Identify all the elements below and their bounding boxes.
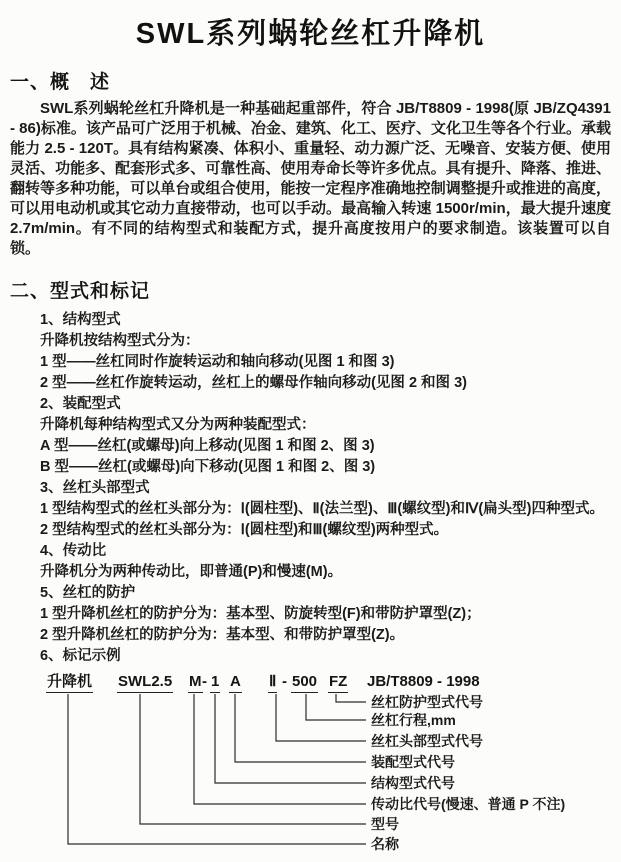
marking-label-travel: 丝杠行程,mm (371, 712, 456, 728)
list-item: 5、丝杠的防护 (40, 585, 136, 601)
list-item: 1 型升降机丝杠的防护分为：基本型、防旋转型(F)和带防护罩型(Z)； (40, 606, 481, 622)
list-item: 2、装配型式 (40, 396, 121, 412)
marking-label-structure: 结构型式代号 (371, 775, 455, 791)
marking-label-protection: 丝杠防护型式代号 (371, 694, 483, 710)
leader-line (235, 694, 366, 762)
list-item: 2 型——丝杠作旋转运动，丝杠上的螺母作轴向移动(见图 2 和图 3) (40, 375, 467, 391)
overview-paragraph: SWL系列蜗轮丝杠升降机是一种基础起重部件，符合 JB/T8809 - 1998(原 JB/ZQ4391 - 86)标准。该产品可广泛用于机械、冶金、建筑、化工、医疗、文化卫生等各个行业。承载能力 2.5 - 120T。具有结构紧凑、体积小、重量轻、动力源广泛、无噪音、安装方便、使用灵活、功能多、配套形式多、可靠性高、使用寿命长等许多优点。具有提升、降落、推进、翻转等多种功能，可以单台或组合使用，能按一定程序准确地控制调整提升或推进的高度，可以用电动机或其它动力直接带动，也可以手动。最高输入转速 1500r/min，最大提升速度 2.7m/min。有不同的结构型式和装配方式，提升高度按用户的要求制造。该装置可以自锁。 (10, 100, 611, 257)
marking-token-head: Ⅱ (268, 673, 277, 693)
marking-token-assembly: A (229, 673, 242, 693)
list-item: 4、传动比 (40, 543, 107, 559)
marking-token-protect: FZ (328, 673, 348, 693)
section-heading-types: 二、型式和标记 (10, 281, 151, 302)
list-item: 升降机按结构型式分为： (40, 333, 200, 349)
types-list (40, 310, 621, 667)
leader-line (276, 694, 366, 741)
list-item: 1、结构型式 (40, 312, 121, 328)
marking-label-head: 丝杠头部型式代号 (371, 733, 483, 749)
marking-token-hyphen2: - (282, 673, 287, 690)
list-item: 3、丝杠头部型式 (40, 480, 150, 496)
marking-token-name: 升降机 (46, 673, 93, 693)
list-item: 升降机分为两种传动比，即普通(P)和慢速(M)。 (40, 564, 343, 580)
leader-line (194, 694, 366, 804)
list-item: 升降机每种结构型式又分为两种装配型式： (40, 417, 316, 433)
list-item: 1 型结构型式的丝杠头部分为：Ⅰ(圆柱型)、Ⅱ(法兰型)、Ⅲ(螺纹型)和Ⅳ(扁头型)四种型式。 (40, 501, 605, 517)
marking-label-name: 名称 (371, 836, 399, 852)
leader-lines (0, 672, 621, 862)
list-item: 6、标记示例 (40, 648, 121, 664)
marking-token-travel: 500 (291, 673, 318, 693)
document-title: SWL系列蜗轮丝杠升降机 (135, 18, 486, 50)
marking-token-standard: JB/T8809 - 1998 (367, 673, 480, 690)
list-item: A 型——丝杠(或螺母)向上移动(见图 1 和图 2、图 3) (40, 438, 375, 454)
list-item: 1 型——丝杠同时作旋转运动和轴向移动(见图 1 和图 3) (40, 354, 395, 370)
marking-token-hyphen: - (202, 673, 207, 690)
leader-line (68, 694, 366, 844)
marking-label-assembly: 装配型式代号 (371, 754, 455, 770)
list-item: 2 型结构型式的丝杠头部分为：Ⅰ(圆柱型)和Ⅲ(螺纹型)两种型式。 (40, 522, 449, 538)
marking-label-model: 型号 (371, 816, 399, 832)
list-item: B 型——丝杠(或螺母)向下移动(见图 1 和图 2、图 3) (40, 459, 376, 475)
section-heading-overview: 一、概 述 (10, 72, 111, 93)
leader-line (336, 694, 366, 702)
marking-token-ratio: M (188, 673, 203, 693)
marking-token-structure: 1 (210, 673, 220, 693)
marking-example-diagram (0, 672, 621, 862)
list-item: 2 型升降机丝杠的防护分为：基本型、和带防护罩型(Z)。 (40, 627, 405, 643)
marking-token-model: SWL2.5 (117, 673, 173, 693)
leader-line (215, 694, 366, 783)
marking-label-ratio: 传动比代号(慢速、普通 P 不注) (371, 796, 566, 812)
